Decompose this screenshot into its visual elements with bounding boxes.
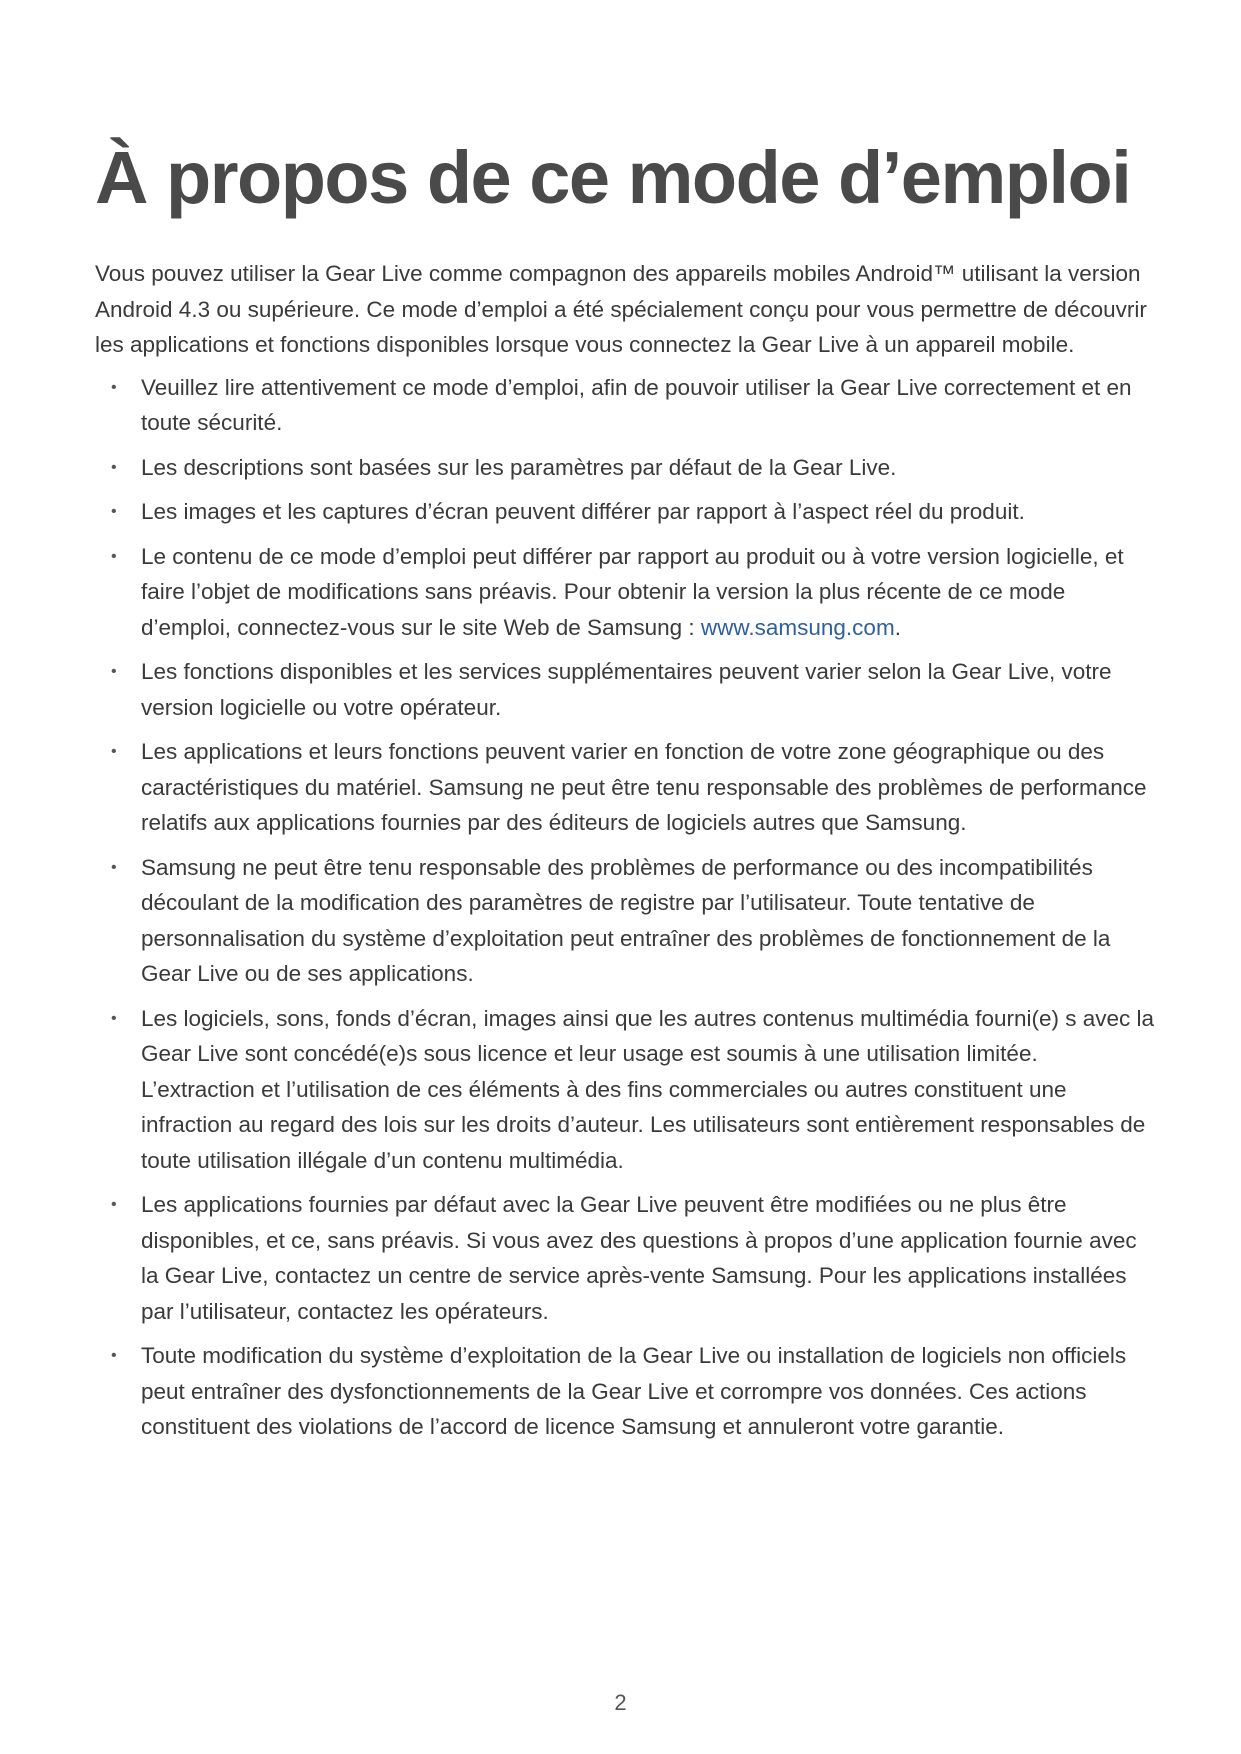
list-item	[95, 850, 1155, 992]
bullet-icon: •	[111, 743, 117, 760]
list-item-text: Les descriptions sont basées sur les paramètres par défaut de la Gear Live.	[141, 454, 897, 480]
list-item	[95, 654, 1155, 725]
list-item-text: Les applications fournies par défaut avec la Gear Live peuvent être modifiées ou ne plus être disponibles, et ce, sans préavis. Si vous avez des questions à propos d’une application fournie avec la Gear Live, contactez un centre de service après-vente Samsung. Pour les applications installées par l’utilisateur, contactez les opérateurs.	[141, 1192, 1137, 1324]
page-number: 2	[614, 1690, 627, 1715]
page-title: À propos de ce mode d’emploi	[95, 136, 1131, 219]
intro-paragraph: Vous pouvez utiliser la Gear Live comme compagnon des appareils mobiles Android™ utilisant la version Android 4.3 ou supérieure. Ce mode d’emploi a été spécialement conçu pour vous permettre de découvrir les applications et fonctions disponibles lorsque vous connectez la Gear Live à un appareil mobile.	[95, 261, 1147, 357]
list-item	[95, 1001, 1155, 1179]
list-item-text: Les images et les captures d’écran peuvent différer par rapport à l’aspect réel du produit.	[141, 499, 1025, 524]
page-content	[95, 128, 1155, 1454]
list-item-text: Les fonctions disponibles et les services supplémentaires peuvent varier selon la Gear Live, votre version logicielle ou votre opérateur.	[141, 659, 1112, 720]
list-item	[95, 494, 1155, 530]
list-item	[95, 450, 1155, 486]
list-item-text: Samsung ne peut être tenu responsable des problèmes de performance ou des incompatibilités découlant de la modification des paramètres de registre par l’utilisateur. Toute tentative de personnalisation du système d’exploitation peut entraîner des problèmes de fonctionnement de la Gear Live ou de ses applications.	[141, 854, 1111, 986]
samsung-website-link[interactable]: www.samsung.com	[700, 614, 895, 640]
list-item-text: Toute modification du système d’exploitation de la Gear Live ou installation de logiciels non officiels peut entraîner des dysfonctionnements de la Gear Live et corrompre vos données. Ces actions constituent des violations de l’accord de licence Samsung et annuleront votre garantie.	[141, 1343, 1127, 1439]
bullet-list	[95, 370, 1155, 1445]
bullet-icon: •	[111, 1196, 117, 1213]
link-suffix: .	[894, 614, 901, 640]
bullet-icon: •	[111, 663, 117, 680]
bullet-icon: •	[111, 547, 117, 565]
bullet-icon: •	[111, 458, 117, 476]
bullet-icon: •	[111, 858, 117, 876]
list-item-text: Veuillez lire attentivement ce mode d’emploi, afin de pouvoir utiliser la Gear Live correctement et en toute sécurité.	[141, 374, 1132, 435]
bullet-icon: •	[111, 1347, 117, 1364]
bullet-icon: •	[111, 378, 117, 396]
bullet-icon: •	[111, 1009, 117, 1027]
list-item	[95, 370, 1155, 441]
list-item	[95, 539, 1155, 646]
list-item	[95, 1338, 1155, 1445]
list-item-text: Les logiciels, sons, fonds d’écran, images ainsi que les autres contenus multimédia fourni(e) s avec la Gear Live sont concédé(e)s sous licence et leur usage est soumis à une utilisation limitée. L’extraction et l’utilisation de ces éléments à des fins commerciales ou autres constituent une infraction au regard des lois sur les droits d’auteur. Les utilisateurs sont entièrement responsables de toute utilisation illégale d’un contenu multimédia.	[141, 1005, 1155, 1173]
list-item-text: Les applications et leurs fonctions peuvent varier en fonction de votre zone géographique ou des caractéristiques du matériel. Samsung ne peut être tenu responsable des problèmes de performance relatifs aux applications fournies par des éditeurs de logiciels autres que Samsung.	[141, 739, 1147, 835]
bullet-icon: •	[111, 503, 117, 520]
list-item-text: Le contenu de ce mode d’emploi peut différer par rapport au produit ou à votre version logicielle, et faire l’objet de modifications sans préavis. Pour obtenir la version la plus récente de ce mode d’emploi, connectez-vous sur le site Web de Samsung :	[141, 543, 1124, 640]
list-item	[95, 734, 1155, 841]
list-item	[95, 1187, 1155, 1329]
